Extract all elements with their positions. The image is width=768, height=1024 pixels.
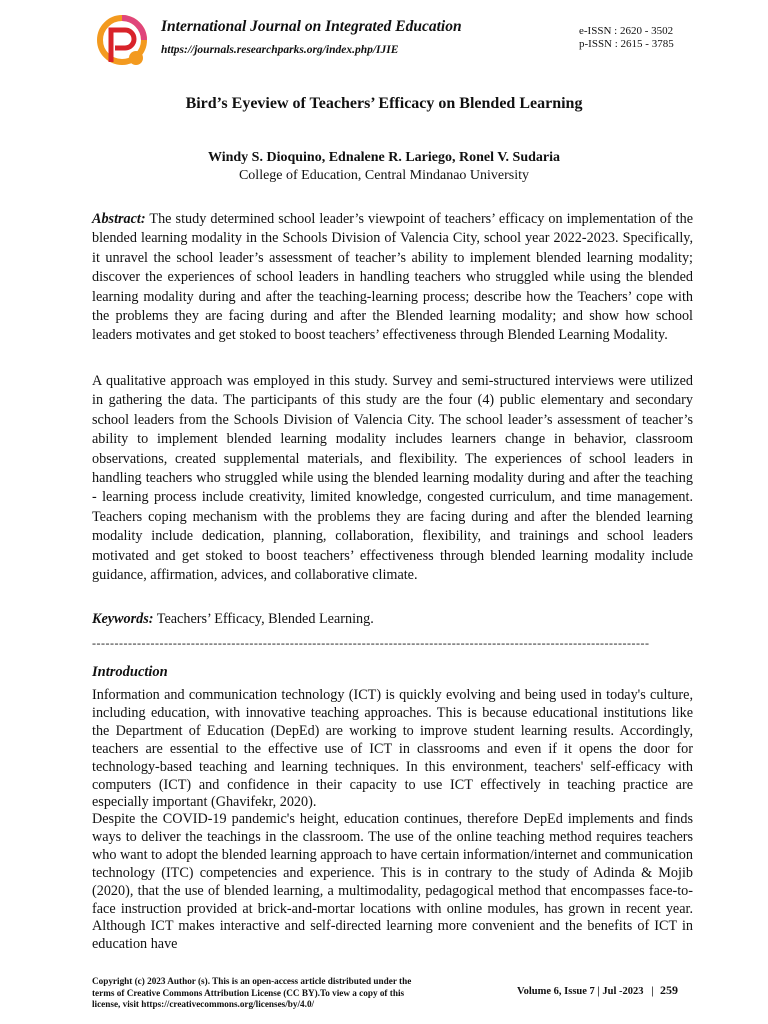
abstract-paragraph-2: A qualitative approach was employed in this study. Survey and semi-structured interviews were utilized in gathering the data. The participants of this study are the four (4) public elementary and secondary school leaders from the Schools Division of Valencia City. The school leader’s assessment of teacher’s ability to implement blended learning modality includes learners change in behavior, classroom observations, created supplemental materials, and flexibility. The experiences of school leaders in handling teachers who struggled while using the blended learning modality during and after the teaching - learning process include creativity, limited knowledge, congested curriculum, and time management. Teachers coping mechanism with the problems they are facing during and after the blended learning modality include dedication, planning, collaboration, flexibility, and trainings and school leaders motivated and get stoked to boost teachers’ effectiveness through blended learning modality include guidance, affirmation, advices, and collaborative climate. (92, 373, 693, 584)
issn-block (579, 25, 674, 51)
footer-copyright (92, 976, 472, 1011)
footer-copyright-line-3: license, visit https://creativecommons.org/licenses/by/4.0/ (92, 999, 315, 1009)
section-divider: ---------------------------------------------------------------------------------------------------------------------------- (92, 636, 650, 650)
footer-volume-text: Volume 6, Issue 7 | Jul -2023 (517, 986, 644, 997)
introduction-heading: Introduction (92, 664, 168, 680)
footer-separator: | (651, 986, 654, 997)
introduction-paragraph-2: Despite the COVID-19 pandemic's height, education continues, therefore DepEd implements and finds ways to deliver the teachings in the classroom. The use of the online teaching method requires teachers who want to adopt the blended learning approach to have certain information/internet and communication technology (ITC) competencies and experience. This is in contrary to the study of Adinda & Mojib (2020), that the use of blended learning, a multimodality, pedagogical method that encompasses face-to-face instruction provided at brick-and-mortar locations with online modules, has grown in recent year. Although ICT makes interactive and self-directed learning more convenient and the benefits of ICT in education have (92, 811, 693, 953)
footer-copyright-line-2: terms of Creative Commons Attribution License (CC BY).To view a copy of this (92, 987, 405, 998)
p-issn: p-ISSN : 2615 - 3785 (579, 38, 674, 50)
journal-url-link[interactable]: https://journals.researchparks.org/index.php/IJIE (161, 44, 399, 56)
e-issn: e-ISSN : 2620 - 3502 (579, 25, 674, 37)
paper-title: Bird’s Eyeview of Teachers’ Efficacy on Blended Learning (185, 95, 583, 112)
introduction-paragraph-1: Information and communication technology (ICT) is quickly evolving and being used in today's culture, including education, with innovative teaching approaches. This is because educational institutions like the Department of Education (DepEd) are working to improve student learning results. Accordingly, teachers are essential to the effective use of ICT in classrooms and even if it opens the door for technology-based teaching and learning techniques. In this environment, teachers' self-efficacy with computers (ICT) and confidence in their capacity to use ICT effectively in teaching practice are especially important (Ghavifekr, 2020). (92, 687, 693, 811)
paper-affiliation: College of Education, Central Mindanao University (238, 168, 530, 183)
keywords-value: Teachers’ Efficacy, Blended Learning. (156, 611, 374, 627)
journal-title: International Journal on Integrated Education (161, 18, 462, 35)
keywords-line (92, 610, 693, 629)
page-number: 259 (660, 983, 678, 997)
keywords-label: Keywords: (92, 611, 154, 627)
research-parks-logo-icon (96, 14, 152, 70)
paper-authors: Windy S. Dioquino, Ednalene R. Lariego, Ronel V. Sudaria (207, 150, 561, 165)
footer-volume (517, 986, 654, 997)
footer-copyright-line-1: Copyright (c) 2023 Author (s). This is an open-access article distributed under the (92, 976, 412, 986)
abstract-label: Abstract: (92, 211, 146, 227)
abstract-text-1: The study determined school leader’s viewpoint of teachers’ efficacy on implementation of the blended learning modality in the Schools Division of Valencia City, school year 2022-2023. Specifically, it unravel the school leader’s assessment of teacher’s ability to implement blended learning modality; discover the experiences of school leaders in handling teachers who struggled while using the blended learning modality during and after the teaching-learning process; describe how the Teachers’ cope with the problems they are facing during and after the Blended learning modality; and show how school leaders motivates and get stoked to boost teachers’ effectiveness through Blended Learning Modality. (92, 211, 693, 344)
abstract-paragraph-1 (92, 210, 693, 346)
